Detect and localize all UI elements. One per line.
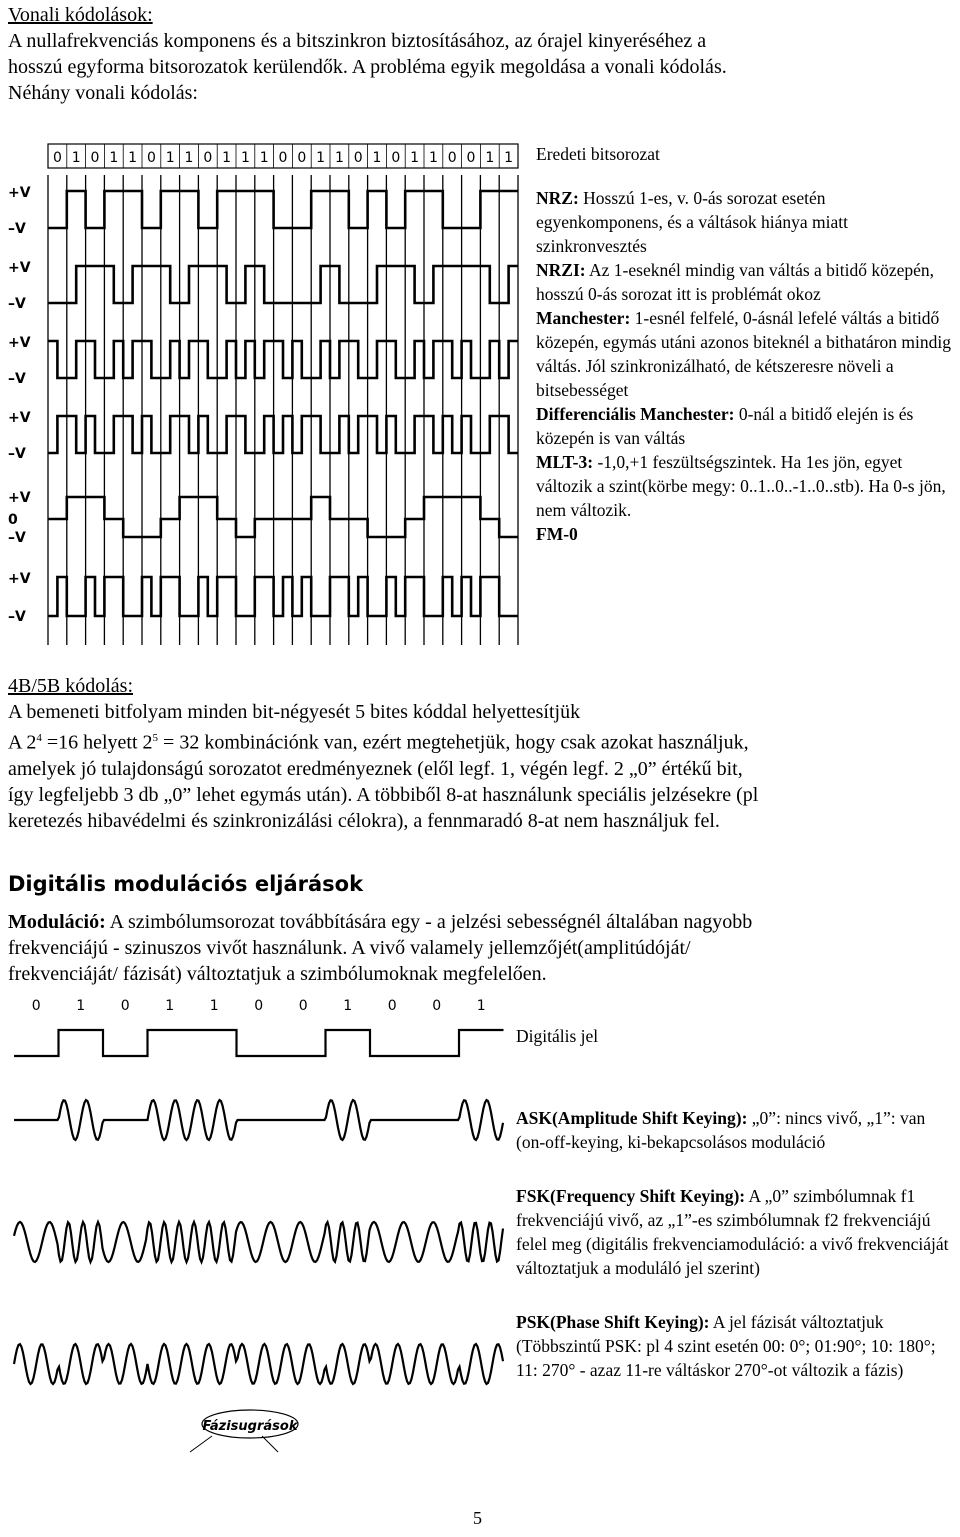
phase-jump-callout [190,1410,299,1452]
bit-label: 1 [334,150,344,166]
digital-signal-label: Digitális jel [516,1026,599,1046]
bit-label: 0 [298,998,308,1014]
level-label: –V [8,371,26,387]
bit-label: 1 [71,150,81,166]
bit-label: 1 [165,998,175,1014]
ask-waveform [14,1100,503,1140]
heading-digital-modulation: Digitális modulációs eljárások [8,872,364,896]
diff-manchester-title: Differenciális Manchester: [536,404,735,424]
bit-label: 1 [209,998,219,1014]
bit-label: 1 [428,150,438,166]
mlt3-description: MLT-3: -1,0,+1 feszültségszintek. Ha 1es jön, egyet változik a szint(körbe megy: 0..1..0..-1..0..stb). Ha 0-s jön, nem változik. [536,452,946,520]
heading-4b5b: 4B/5B kódolás: [8,675,134,697]
manchester-waveform [48,341,518,378]
bit-label: 1 [316,150,326,166]
level-label: +V [8,410,31,426]
bit-label: 0 [90,150,100,166]
bit-label: 1 [184,150,194,166]
bit-label: 0 [447,150,457,166]
section-line-coding-intro [8,2,948,106]
psk-description: PSK(Phase Shift Keying): A jel fázisát változtatjuk (Többszintű PSK: pl 4 szint esetén 00: 0°; 01:90°; 10: 180°; 11: 270° - azaz 11-re váltáskor 270°-ot változik a fázis) [516,1312,936,1380]
bit-label: 1 [410,150,420,166]
original-bitstream-box [48,144,518,168]
line-code-waveform-diagram [0,135,530,660]
bit-label: 0 [297,150,307,166]
fsk-description: FSK(Frequency Shift Keying): A „0” szimbólumnak f1 frekvenciájú vivő, az „1”-es szimbólumnak f2 frekvenciájú felel meg (digitális frekvenciamoduláció: a vivő frekvenciáját változtatjuk a moduláló jel szerint) [516,1186,949,1278]
bit-label: 1 [76,998,86,1014]
modulation-bit-labels [32,998,486,1014]
fsk-waveform [14,1222,503,1262]
level-label: +V [8,490,31,506]
level-label: +V [8,571,31,587]
level-label: –V [8,221,26,237]
ask-title: ASK(Amplitude Shift Keying): [516,1108,748,1128]
bit-label: 0 [278,150,288,166]
mlt3-title: MLT-3: [536,452,594,472]
modulation-waveforms [14,1030,504,1384]
phase-jump-arrow [190,1436,212,1452]
bit-label: 0 [146,150,156,166]
level-label: –V [8,296,26,312]
fsk-title: FSK(Frequency Shift Keying): [516,1186,746,1206]
waveforms [48,191,518,616]
level-label: +V [8,335,31,351]
psk-waveform [14,1344,503,1384]
bit-label: 0 [432,998,442,1014]
bit-label: 1 [165,150,175,166]
nrzi-description: NRZI: Az 1-eseknél mindig van váltás a bitidő közepén, hosszú 0-ás sorozat itt is problémát okoz [536,260,935,304]
fm0-waveform [48,577,518,616]
bit-label: 1 [109,150,119,166]
differential-manchester-waveform [48,416,518,453]
nrz-description: NRZ: Hosszú 1-es, v. 0-ás sorozat esetén egyenkomponens, és a váltások hiánya miatt szinkronvesztés [536,188,849,256]
bit-label: 0 [353,150,363,166]
level-label: –V [8,530,26,546]
fm0-title: FM-0 [536,524,578,544]
paragraph-line: A bemeneti bitfolyam minden bit-négyesét 5 bites kóddal helyettesítjük [8,701,581,723]
modulation-waveform-diagram [0,994,512,1514]
original-bitstream-label: Eredeti bitsorozat [536,144,660,164]
bit-label: 1 [222,150,232,166]
modulation-definition: Moduláció: A szimbólumsorozat továbbítására egy - a jelzési sebességnél általában nagyobb frekvenciájú - szinuszos vivőt használunk. A vivő valamely jellemzőjét(amplitúdóját/ frekvenciáját/ fázisát) változtatjuk a szimbólumoknak megfelelően. [8,911,753,985]
bit-label: 1 [343,998,353,1014]
page-number: 5 [473,1508,482,1528]
level-labels [8,185,31,625]
paragraph-line: így legfeljebb 3 db „0” lehet egymás után). A többiből 8-at használunk speciális jelzésekre (pl [8,783,759,806]
bit-label: 0 [52,150,62,166]
paragraph-line: A $2^4 =16$ helyett $2^5 = 32$ kombinációnk van, ezért megtehetjük, hogy csak azokat használjuk, [8,731,749,754]
nrzi-waveform [48,266,518,303]
line-code-descriptions [536,142,954,546]
level-label: –V [8,609,26,625]
psk-title: PSK(Phase Shift Keying): [516,1312,710,1332]
nrz-waveform [48,191,518,228]
bit-label: 1 [128,150,138,166]
paragraph-line: A nullafrekvenciás komponens és a bitszinkron biztosításához, az órajel kinyeréséhez a [8,30,707,52]
bit-label: 1 [504,150,514,166]
bit-label: 0 [203,150,213,166]
level-label: +V [8,260,31,276]
phase-jump-label: Fázisugrások [202,1419,298,1434]
paragraph-line: Néhány vonali kódolás: [8,82,198,104]
heading-line-coding: Vonali kódolások: [8,4,153,26]
paragraph-line: hosszú egyforma bitsorozatok kerülendők. A probléma egyik megoldása a vonali kódolás. [8,56,727,78]
bit-label: 1 [485,150,495,166]
level-label: –V [8,446,26,462]
phase-jump-arrow [262,1436,278,1452]
nrz-title: NRZ: [536,188,579,208]
bit-label: 0 [120,998,130,1014]
bit-label: 0 [466,150,476,166]
ask-description: ASK(Amplitude Shift Keying): „0”: nincs vivő, „1”: van (on-off-keying, ki-bekapcsolásos moduláció [516,1108,926,1152]
digital-signal-waveform [14,1030,504,1056]
bit-label: 1 [476,998,486,1014]
mlt3-waveform [48,497,518,537]
bit-grid-lines [48,175,518,645]
bit-label: 1 [240,150,250,166]
modulation-descriptions [516,1024,958,1382]
manchester-title: Manchester: [536,308,631,328]
nrzi-title: NRZI: [536,260,586,280]
bit-label: 1 [372,150,382,166]
fm0-description [536,522,954,546]
section-4b5b [8,673,953,834]
bit-label: 1 [259,150,269,166]
paragraph-line: amelyek jó tulajdonságú sorozatot eredményeznek (elől legf. 1, végén legf. 2 „0” értékű bit, [8,757,743,780]
bit-label: 0 [387,998,397,1014]
bit-label: 0 [254,998,264,1014]
level-label: +V [8,185,31,201]
paragraph-line: keretezés hibavédelmi és szinkronizálási célokra), a fennmaradó 8-at nem használjuk fel. [8,809,720,832]
bit-label: 0 [31,998,41,1014]
diff-manchester-description: Differenciális Manchester: 0-nál a bitidő elején is és közepén is van váltás [536,404,914,448]
manchester-description: Manchester: 1-esnél felfelé, 0-ásnál lefelé váltás a bitidő közepén, egymás utáni azonos biteknél a bithatáron mindig váltás. Jól szinkronizálható, de kétszeresre növeli a bitsebességet [536,308,952,400]
level-label: 0 [8,512,18,528]
modulation-title: Moduláció: [8,911,106,933]
bit-label: 0 [391,150,401,166]
